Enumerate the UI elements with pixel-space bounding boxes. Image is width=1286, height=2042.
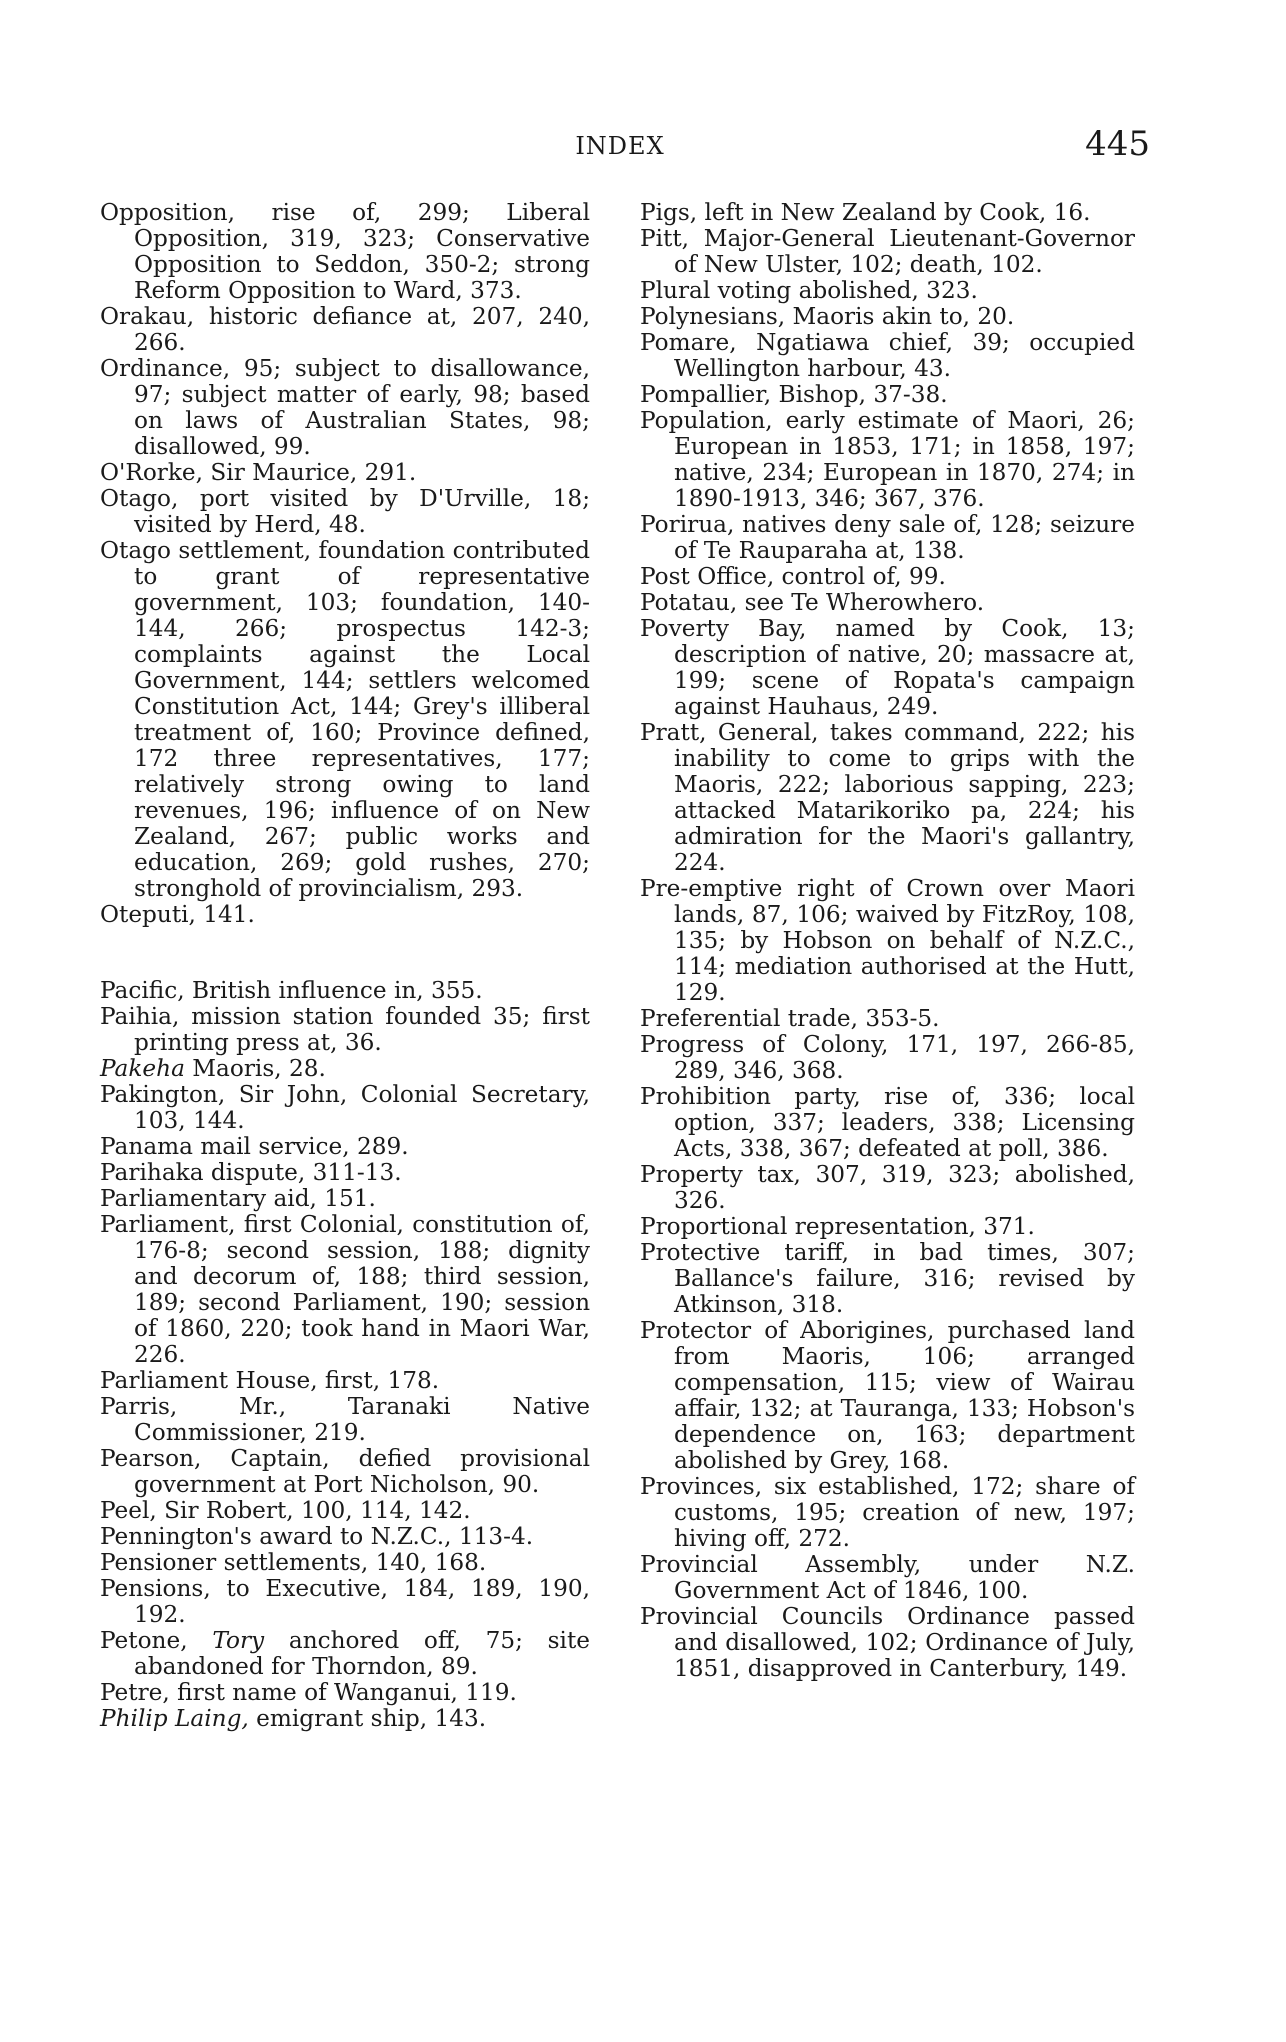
index-entry: Opposition, rise of, 299; Liberal Opposition, 319, 323; Conservative Opposition to Seddon, 350-2; strong Reform Opposition to Ward, 373. (100, 199, 590, 304)
index-entry: Parliamentary aid, 151. (100, 1185, 376, 1212)
index-entry: Plural voting abolished, 323. (640, 277, 978, 304)
index-entry: Pennington's award to N.Z.C., 113-4. (100, 1523, 534, 1550)
index-entry: Petre, first name of Wanganui, 119. (100, 1679, 517, 1706)
index-entry: Poverty Bay, named by Cook, 13; description of native, 20; massacre at, 199; scene of Ropata's campaign against Hauhaus, 249. (640, 615, 1135, 720)
index-entry: Pratt, General, takes command, 222; his inability to come to grips with the Maoris, 222; laborious sapping, 223; attacked Matarikoriko pa, 224; his admiration for the Maori's gallantry, 224. (640, 719, 1135, 876)
right-column (640, 200, 1135, 1682)
index-entry: Panama mail service, 289. (100, 1133, 409, 1160)
o-entries-group (100, 200, 590, 928)
index-entry: Pakington, Sir John, Colonial Secretary, 103, 144. (100, 1081, 590, 1134)
left-column (100, 200, 590, 1732)
index-entry: Property tax, 307, 319, 323; abolished, 326. (640, 1161, 1135, 1214)
entry-text: emigrant ship, 143. (248, 1705, 487, 1732)
index-entry: Pearson, Captain, defied provisional government at Port Nicholson, 90. (100, 1445, 590, 1498)
entry-text: Petone, (100, 1627, 213, 1654)
index-entry: Population, early estimate of Maori, 26; European in 1853, 171; in 1858, 197; native, 234; European in 1870, 274; in 1890-1913, 346; 367, 376. (640, 407, 1135, 512)
index-entry-petone (100, 1628, 590, 1680)
index-entry: Parliament House, first, 178. (100, 1367, 440, 1394)
index-entry: Protective tariff, in bad times, 307; Ballance's failure, 316; revised by Atkinson, 318. (640, 1239, 1135, 1318)
p-entries-group (100, 978, 590, 1732)
index-entry: Provinces, six established, 172; share of customs, 195; creation of new, 197; hiving off, 272. (640, 1473, 1135, 1552)
index-entry: Prohibition party, rise of, 336; local option, 337; leaders, 338; Licensing Acts, 338, 367; defeated at poll, 386. (640, 1083, 1135, 1162)
entry-text: Maoris, 28. (184, 1055, 326, 1082)
page-number: 445 (1085, 124, 1150, 164)
index-entry: Peel, Sir Robert, 100, 114, 142. (100, 1497, 471, 1524)
italic-term: Philip Laing, (100, 1705, 249, 1732)
index-entry: Paihia, mission station founded 35; first printing press at, 36. (100, 1003, 590, 1056)
index-entry: Pensioner settlements, 140, 168. (100, 1549, 487, 1576)
index-entry: Pomare, Ngatiawa chief, 39; occupied Wellington harbour, 43. (640, 329, 1135, 382)
index-entry: Pitt, Major-General Lieutenant-Governor of New Ulster, 102; death, 102. (640, 225, 1135, 278)
index-entry-philip-laing (100, 1706, 590, 1732)
index-entry-pakeha (100, 1056, 590, 1082)
index-entry: Protector of Aborigines, purchased land from Maoris, 106; arranged compensation, 115; view of Wairau affair, 132; at Tauranga, 133; Hobson's dependence on, 163; department abolished by Grey, 168. (640, 1317, 1135, 1474)
index-entry: Progress of Colony, 171, 197, 266-85, 289, 346, 368. (640, 1031, 1135, 1084)
entry-text: anchored off, 75; site abandoned for Thorndon, 89. (134, 1627, 590, 1680)
index-entry: Ordinance, 95; subject to disallowance, 97; subject matter of early, 98; based on laws of Australian States, 98; disallowed, 99. (100, 355, 590, 460)
index-entry: Pensions, to Executive, 184, 189, 190, 192. (100, 1575, 590, 1628)
index-entry: Pompallier, Bishop, 37-38. (640, 381, 948, 408)
index-entry: Pacific, British influence in, 355. (100, 977, 483, 1004)
index-entry: Otago, port visited by D'Urville, 18; visited by Herd, 48. (100, 485, 590, 538)
index-entry: O'Rorke, Sir Maurice, 291. (100, 459, 417, 486)
running-title: INDEX (575, 132, 665, 160)
index-entry: Pre-emptive right of Crown over Maori lands, 87, 106; waived by FitzRoy, 108, 135; by Hobson on behalf of N.Z.C., 114; mediation authorised at the Hutt, 129. (640, 875, 1135, 1006)
italic-term: Pakeha (100, 1055, 185, 1082)
index-entry: Parliament, first Colonial, constitution of, 176-8; second session, 188; dignity and decorum of, 188; third session, 189; second Parliament, 190; session of 1860, 220; took hand in Maori War, 226. (100, 1211, 590, 1368)
section-gap (100, 928, 590, 978)
index-entry: Otago settlement, foundation contributed to grant of representative government, 103; foundation, 140-144, 266; prospectus 142-3; complaints against the Local Government, 144; settlers welcomed Constitution Act, 144; Grey's illiberal treatment of, 160; Province defined, 172 three representatives, 177; relatively strong owing to land revenues, 196; influence of on New Zealand, 267; public works and education, 269; gold rushes, 270; stronghold of provincialism, 293. (100, 537, 590, 902)
index-entry: Polynesians, Maoris akin to, 20. (640, 303, 1015, 330)
index-entry: Parihaka dispute, 311-13. (100, 1159, 402, 1186)
index-entry: Parris, Mr., Taranaki Native Commissioner, 219. (100, 1393, 590, 1446)
index-entry: Provincial Councils Ordinance passed and disallowed, 102; Ordinance of July, 1851, disapproved in Canterbury, 149. (640, 1603, 1135, 1682)
index-entry: Post Office, control of, 99. (640, 563, 946, 590)
index-entry: Orakau, historic defiance at, 207, 240, 266. (100, 303, 590, 356)
index-entry: Preferential trade, 353-5. (640, 1005, 940, 1032)
index-entry: Proportional representation, 371. (640, 1213, 1035, 1240)
index-entry: Provincial Assembly, under N.Z. Government Act of 1846, 100. (640, 1551, 1135, 1604)
index-entry: Potatau, see Te Wherowhero. (640, 589, 985, 616)
index-entry: Oteputi, 141. (100, 901, 255, 928)
index-entry: Pigs, left in New Zealand by Cook, 16. (640, 199, 1091, 226)
italic-term: Tory (212, 1627, 265, 1654)
index-entry: Porirua, natives deny sale of, 128; seizure of Te Rauparaha at, 138. (640, 511, 1135, 564)
